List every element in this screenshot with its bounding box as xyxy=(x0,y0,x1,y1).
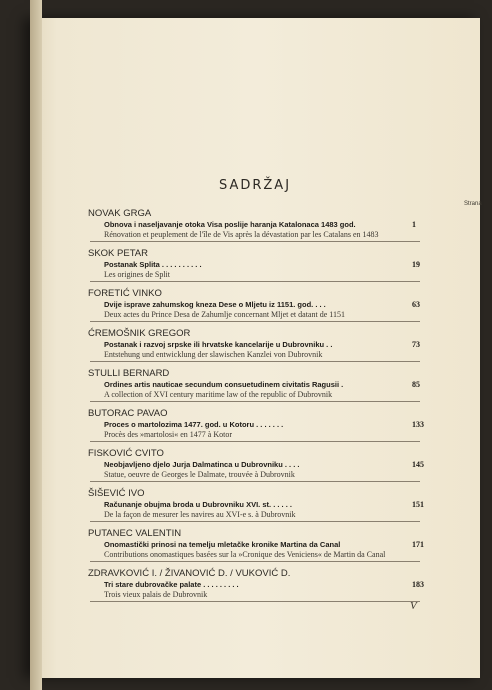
page-folio: V xyxy=(410,600,417,612)
toc-entry xyxy=(88,488,424,522)
toc-row xyxy=(90,220,420,230)
toc-author: PUTANEC VALENTIN xyxy=(88,528,182,539)
toc-subtitle: Rénovation et peuplement de l'île de Vis après la dévastation par les Catalans en 1483 xyxy=(104,230,379,239)
toc-subtitle: Trois vieux palais de Dubrovnik xyxy=(104,590,208,599)
toc-row xyxy=(90,580,424,590)
toc-row xyxy=(90,380,420,390)
toc-author: ŠIŠEVIĆ IVO xyxy=(88,488,145,499)
toc-entry xyxy=(88,408,424,442)
toc-subtitle: Procès des »martolosi« en 1477 à Kotor xyxy=(104,430,232,439)
toc-subtitle: Deux actes du Prince Desa de Zahumlje concernant Mljet et datant de 1151 xyxy=(104,310,345,319)
page-gutter xyxy=(30,0,42,690)
toc-page-number: 85 xyxy=(412,380,420,389)
toc-author: FISKOVIĆ CVITO xyxy=(88,448,164,459)
toc-row xyxy=(90,340,420,350)
toc-entry xyxy=(90,208,420,242)
toc-work-title: Ordines artis nauticae secundum consuetudinem civitatis Ragusii . xyxy=(104,380,344,389)
toc-work-title: Postanak Splita . . . . . . . . . . xyxy=(104,260,202,269)
toc-author: ĆREMOŠNIK GREGOR xyxy=(88,328,191,339)
toc-author: ZDRAVKOVIĆ I. / ŽIVANOVIĆ D. / VUKOVIĆ D. xyxy=(88,568,291,579)
toc-subtitle: A collection of XVI century maritime law of the republic of Dubrovnik xyxy=(104,390,333,399)
toc-page-number: 171 xyxy=(412,540,424,549)
page-title: SADRŽAJ xyxy=(218,178,292,193)
toc-work-title: Proces o martolozima 1477. god. u Kotoru . . . . . . . xyxy=(104,420,284,429)
toc-row xyxy=(90,500,424,510)
toc-page-number: 63 xyxy=(412,300,420,309)
toc-subtitle: De la façon de mesurer les navires au XVI-e s. à Dubrovnik xyxy=(104,510,296,519)
toc-row xyxy=(90,460,424,470)
toc-subtitle: Les origines de Split xyxy=(104,270,170,279)
toc-work-title: Onomastički prinosi na temelju mletačke kronike Martina da Canal xyxy=(104,540,341,549)
toc-work-title: Neobjavljeno djelo Jurja Dalmatinca u Dubrovniku . . . . xyxy=(104,460,300,469)
toc-work-title: Tri stare dubrovačke palate . . . . . . . . . xyxy=(104,580,239,589)
toc-work-title: Postanak i razvoj srpske ili hrvatske kancelarije u Dubrovniku . . xyxy=(104,340,333,349)
toc-page-number: 133 xyxy=(412,420,424,429)
toc-subtitle: Statue, oeuvre de Georges le Dalmate, trouvée à Dubrovnik xyxy=(104,470,295,479)
toc-page-number: 1 xyxy=(412,220,416,229)
toc-work-title: Računanje obujma broda u Dubrovniku XVI. st. . . . . . xyxy=(104,500,292,509)
toc-page-number: 145 xyxy=(412,460,424,469)
toc-page-number: 183 xyxy=(412,580,424,589)
toc-row xyxy=(90,300,420,310)
toc-author: STULLI BERNARD xyxy=(88,368,170,379)
toc-row xyxy=(90,420,424,430)
page-column-label: Strana xyxy=(464,201,482,207)
toc-entry xyxy=(88,448,424,482)
toc-page-number: 151 xyxy=(412,500,424,509)
toc-entry xyxy=(90,248,420,282)
toc-author: NOVAK GRGA xyxy=(88,208,152,219)
toc-page-number: 73 xyxy=(412,340,420,349)
toc-work-title: Obnova i naseljavanje otoka Visa poslije haranja Katalonaca 1483 god. xyxy=(104,220,356,229)
toc-entry xyxy=(90,328,420,362)
toc-entry xyxy=(88,528,424,562)
toc-page-number: 19 xyxy=(412,260,420,269)
toc-entry xyxy=(90,368,420,402)
toc-author: SKOK PETAR xyxy=(88,248,149,259)
book-page xyxy=(30,18,480,678)
toc-author: FORETIĆ VINKO xyxy=(88,288,162,299)
toc-row xyxy=(90,260,420,270)
toc-entry xyxy=(90,288,420,322)
toc-author: BUTORAC PAVAO xyxy=(88,408,168,419)
toc-subtitle: Contributions onomastiques basées sur la »Cronique des Veniciens« de Martin da Canal xyxy=(104,550,386,559)
toc-row xyxy=(90,540,424,550)
toc-subtitle: Entstehung und entwicklung der slawischen Kanzlei von Dubrovnik xyxy=(104,350,323,359)
table-of-contents xyxy=(88,208,424,608)
toc-work-title: Dvije isprave zahumskog kneza Dese o Mljetu iz 1151. god. . . . xyxy=(104,300,326,309)
toc-entry xyxy=(88,568,424,602)
